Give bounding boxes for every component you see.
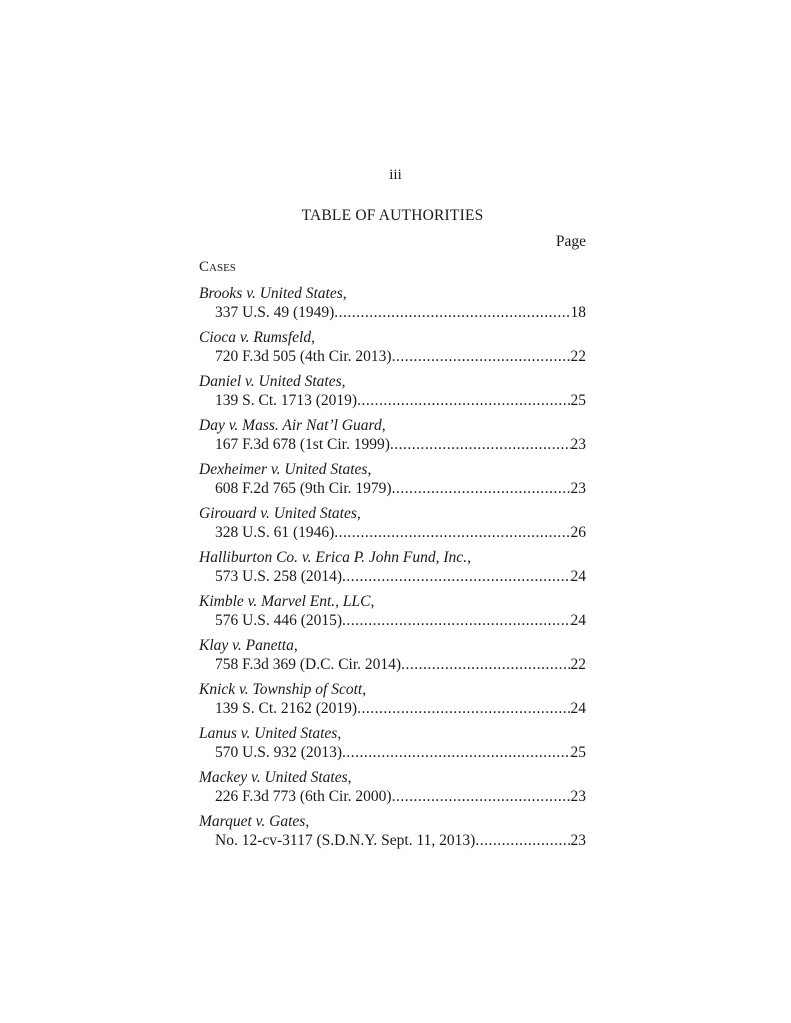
case-name: Knick v. Township of Scott, — [199, 681, 367, 698]
dot-leader — [392, 479, 571, 498]
citation: 328 U.S. 61 (1946) — [215, 524, 335, 541]
citation-line — [199, 567, 586, 586]
page-reference: 23 — [570, 788, 586, 805]
case-name: Mackey v. United States, — [199, 769, 352, 786]
citation-line — [199, 391, 586, 410]
document-title: TABLE OF AUTHORITIES — [301, 207, 484, 224]
page-reference: 23 — [570, 832, 586, 849]
authority-entry — [199, 548, 586, 592]
page-reference: 24 — [570, 700, 586, 717]
case-name: Daniel v. United States, — [199, 373, 346, 390]
citation: 720 F.3d 505 (4th Cir. 2013) — [215, 348, 392, 365]
case-name: Dexheimer v. United States, — [199, 461, 372, 478]
page-reference: 25 — [570, 744, 586, 761]
authority-entry — [199, 284, 586, 328]
authority-entry — [199, 680, 586, 724]
authority-entry — [199, 812, 586, 856]
authority-entry — [199, 724, 586, 768]
page-number: iii — [389, 167, 402, 183]
citation-line — [199, 479, 586, 498]
citation: No. 12-cv-3117 (S.D.N.Y. Sept. 11, 2013) — [215, 832, 476, 849]
dot-leader — [475, 831, 570, 850]
authority-entry — [199, 592, 586, 636]
case-name: Kimble v. Marvel Ent., LLC, — [199, 593, 375, 610]
page-reference: 24 — [570, 568, 586, 585]
case-name: Brooks v. United States, — [199, 285, 347, 302]
authority-entry — [199, 768, 586, 812]
page-reference: 25 — [570, 392, 586, 409]
authority-entry — [199, 372, 586, 416]
dot-leader — [392, 347, 571, 366]
case-name: Day v. Mass. Air Nat’l Guard, — [199, 417, 386, 434]
citation: 608 F.2d 765 (9th Cir. 1979) — [215, 480, 392, 497]
case-name: Lanus v. United States, — [199, 725, 342, 742]
page-reference: 23 — [570, 480, 586, 497]
dot-leader — [334, 303, 570, 322]
authority-entry — [199, 416, 586, 460]
citation-line — [199, 831, 586, 850]
authority-entry — [199, 636, 586, 680]
case-name: Marquet v. Gates, — [199, 813, 310, 830]
dot-leader — [334, 523, 570, 542]
authority-entry — [199, 504, 586, 548]
dot-leader — [390, 435, 571, 454]
dot-leader — [401, 655, 570, 674]
citation: 139 S. Ct. 1713 (2019) — [215, 392, 358, 409]
section-heading-cases: Cases — [199, 259, 236, 275]
citation-line — [199, 699, 586, 718]
citation: 226 F.3d 773 (6th Cir. 2000) — [215, 788, 392, 805]
citation-line — [199, 303, 586, 322]
case-name: Girouard v. United States, — [199, 505, 361, 522]
citation-line — [199, 655, 586, 674]
dot-leader — [342, 611, 570, 630]
citation-line — [199, 787, 586, 806]
citation-line — [199, 435, 586, 454]
citation: 167 F.3d 678 (1st Cir. 1999) — [215, 436, 390, 453]
citation: 573 U.S. 258 (2014) — [215, 568, 343, 585]
dot-leader — [357, 699, 570, 718]
page-reference: 23 — [570, 436, 586, 453]
dot-leader — [357, 391, 570, 410]
page-reference: 22 — [570, 656, 586, 673]
case-name: Klay v. Panetta, — [199, 637, 298, 654]
citation: 758 F.3d 369 (D.C. Cir. 2014) — [215, 656, 402, 673]
case-name: Halliburton Co. v. Erica P. John Fund, Inc., — [199, 549, 471, 566]
citation: 337 U.S. 49 (1949) — [215, 304, 335, 321]
page-reference: 24 — [570, 612, 586, 629]
authority-entry — [199, 328, 586, 372]
dot-leader — [342, 743, 570, 762]
page-reference: 18 — [570, 304, 586, 321]
authority-entry — [199, 460, 586, 504]
dot-leader — [392, 787, 571, 806]
page-reference: 26 — [570, 524, 586, 541]
page-column-heading: Page — [555, 233, 586, 250]
authorities-list — [199, 284, 586, 856]
citation: 576 U.S. 446 (2015) — [215, 612, 343, 629]
citation-line — [199, 611, 586, 630]
dot-leader — [342, 567, 570, 586]
citation-line — [199, 743, 586, 762]
page-reference: 22 — [570, 348, 586, 365]
citation-line — [199, 523, 586, 542]
citation-line — [199, 347, 586, 366]
citation: 570 U.S. 932 (2013) — [215, 744, 343, 761]
citation: 139 S. Ct. 2162 (2019) — [215, 700, 358, 717]
case-name: Cioca v. Rumsfeld, — [199, 329, 315, 346]
